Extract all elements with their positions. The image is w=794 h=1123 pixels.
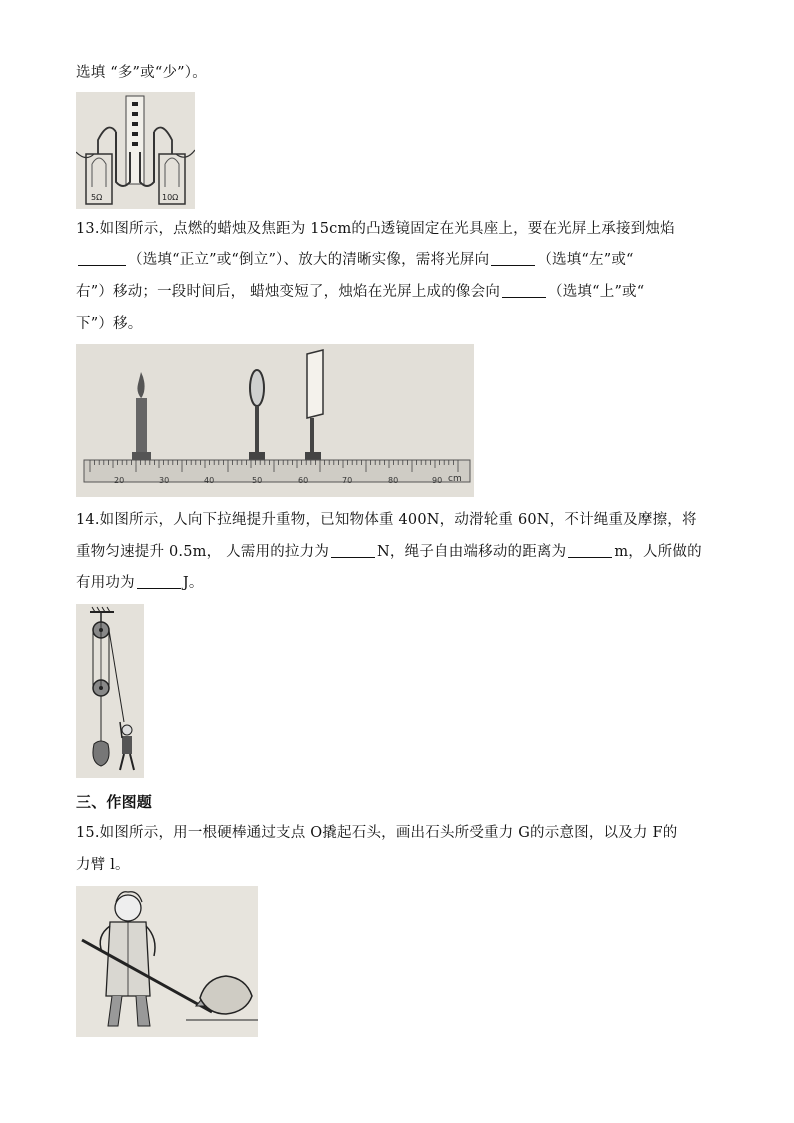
q14-line-1: 14.如图所示，人向下拉绳提升重物，已知物体重 400N，动滑轮重 60N，不计绳重及摩擦，将: [76, 512, 697, 528]
figure-15-svg: [76, 886, 258, 1037]
q15-line-2: 力臂 l。: [76, 857, 130, 873]
q13-line-4: 下”）移。: [76, 316, 143, 332]
q15-line-1: 15.如图所示，用一根硬棒通过支点 O撬起石头，画出石头所受重力 G的示意图，以及力 F的: [76, 825, 678, 841]
scale-tick-label: 70: [342, 476, 353, 485]
scale-tick-label: 80: [388, 476, 399, 485]
scale-unit-label: cm: [448, 474, 462, 484]
q13-line-2a: （选填“正立”或“倒立”）、放大的清晰实像，需将光屏向: [128, 252, 490, 268]
answer-blank[interactable]: [331, 543, 375, 558]
figure-13-optical-bench: [76, 344, 474, 497]
answer-blank[interactable]: [491, 251, 535, 266]
scale-tick-label: 20: [114, 476, 125, 485]
q13-line-2: [76, 250, 634, 270]
q14-line-2b: N，绳子自由端移动的距离为: [377, 544, 567, 560]
q14-line-3: [76, 573, 204, 593]
q13-line-1: 13.如图所示，点燃的蜡烛及焦距为 15cm的凸透镜固定在光具座上，要在光屏上承接到烛焰: [76, 221, 675, 237]
figure-14-pulley-system: [76, 604, 144, 778]
figure-12-svg: [76, 92, 195, 209]
figure-14-svg: [76, 604, 144, 778]
section-heading: 三、作图题: [76, 793, 153, 811]
scale-tick-label: 60: [298, 476, 309, 485]
q14-line-3a: 有用功为: [76, 575, 135, 591]
scale-tick-label: 30: [159, 476, 170, 485]
q13-line-3: [76, 282, 644, 302]
q14-line-2c: m，人所做的: [614, 544, 702, 560]
q12-tail-text: 选填 “多”或“少”）。: [76, 65, 207, 81]
q13-line-3b: （选填“上”或“: [548, 284, 645, 300]
scale-tick-label: 40: [204, 476, 215, 485]
answer-blank[interactable]: [568, 543, 612, 558]
answer-blank[interactable]: [502, 283, 546, 298]
answer-blank[interactable]: [137, 574, 181, 589]
figure-15-lever-rock: [76, 886, 258, 1037]
scale-tick-label: 90: [432, 476, 443, 485]
answer-blank[interactable]: [78, 251, 126, 266]
resistor-5-label: 5Ω: [91, 193, 103, 202]
q13-line-2b: （选填“左”或“: [537, 252, 634, 268]
figure-12-heating-apparatus: [76, 92, 195, 209]
q14-line-3b: J。: [182, 575, 204, 591]
q14-line-2: [76, 542, 702, 562]
figure-13-svg: [76, 344, 474, 497]
q14-line-2a: 重物匀速提升 0.5m， 人需用的拉力为: [76, 544, 330, 560]
resistor-10-label: 10Ω: [162, 193, 179, 202]
q13-line-3a: 右”）移动；一段时间后， 蜡烛变短了，烛焰在光屏上成的像会向: [76, 284, 501, 300]
scale-tick-label: 50: [252, 476, 263, 485]
